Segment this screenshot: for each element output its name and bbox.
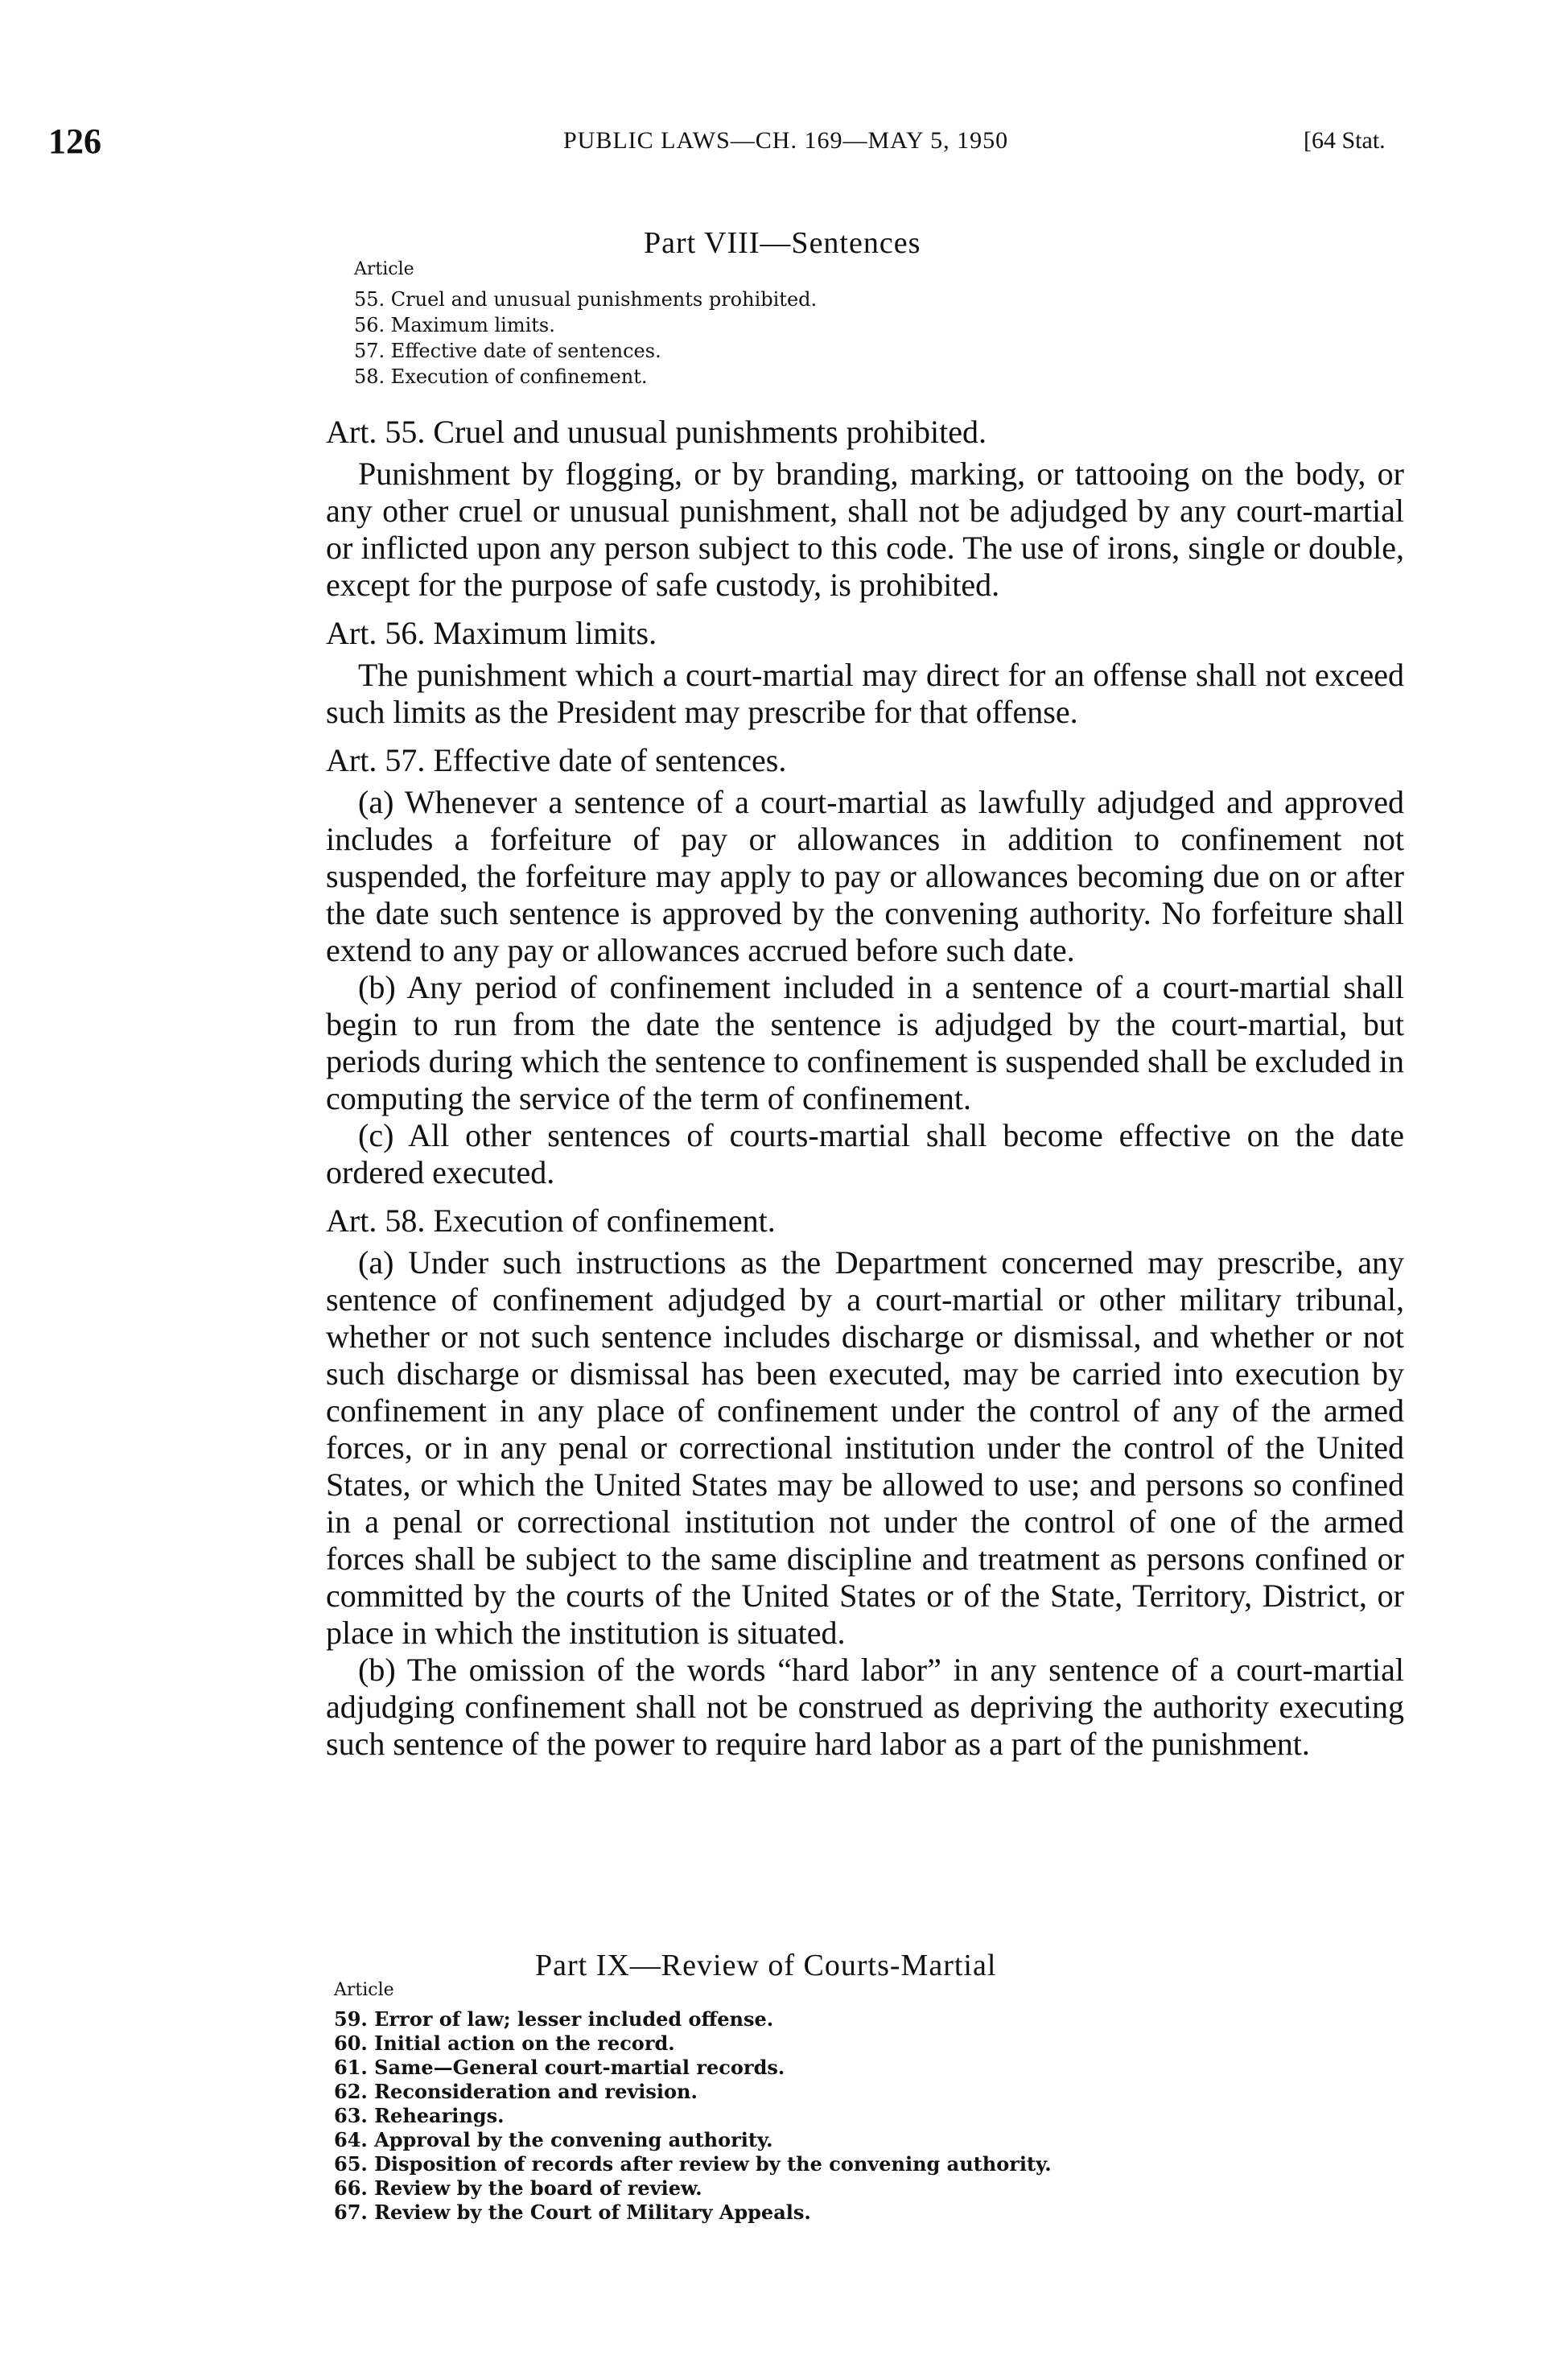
toc-item: 62. Reconsideration and revision. — [334, 2080, 698, 2103]
art-57-heading: Art. 57. Effective date of sentences. — [326, 742, 787, 778]
toc-item: 66. Review by the board of review. — [334, 2176, 702, 2200]
toc-item: 61. Same—General court-martial records. — [334, 2056, 785, 2079]
art-58-para-a: (a) Under such instructions as the Department concerned may prescribe, any sentence of confinement adjudged by a court-martial or other military tribunal, whether or not such sentence includes discharge or dismissal, and whether or not such discharge or dismissal has been executed, may be carried into execution by confinement in any place of confinement under the control of any of the armed forces, or in any penal or correctional institution under the control of the United States, or which the United States may be allowed to use; and persons so confined in a penal or correctional institution not under the control of one of the armed forces shall be subject to the same discipline and treatment as persons confined or committed by the courts of the United States or of the State, Territory, District, or place in which the institution is situated. — [326, 1244, 1404, 1651]
toc-item: 56. Maximum limits. — [354, 314, 555, 336]
art-55-heading: Art. 55. Cruel and unusual punishments prohibited. — [326, 414, 987, 450]
art-58-heading: Art. 58. Execution of confinement. — [326, 1202, 776, 1239]
toc-item: 58. Execution of confinement. — [354, 365, 648, 388]
art-57-para-c: (c) All other sentences of courts-martial shall become effective on the date ordered executed. — [326, 1117, 1404, 1190]
toc-item: 64. Approval by the convening authority. — [334, 2128, 773, 2151]
toc-item: 65. Disposition of records after review by the convening authority. — [334, 2152, 1052, 2176]
toc-item: 63. Rehearings. — [334, 2104, 505, 2127]
page-number: 126 — [48, 122, 101, 161]
art-57-para-a: (a) Whenever a sentence of a court-martial as lawfully adjudged and approved includes a forfeiture of pay or allowances in addition to confinement not suspended, the forfeiture may apply to pay or allowances becoming due on or after the date such sentence is approved by the convening authority. No forfeiture shall extend to any pay or allowances accrued before such date. — [326, 784, 1404, 968]
part-8-toc-label: Article — [354, 259, 414, 279]
part-8-toc — [354, 287, 817, 390]
part-9-toc-label: Article — [334, 1980, 394, 2000]
toc-item: 57. Effective date of sentences. — [354, 340, 661, 362]
body-text — [326, 402, 1404, 1763]
art-56-text: The punishment which a court-martial may direct for an offense shall not exceed such limits as the President may prescribe for that offense. — [326, 657, 1404, 730]
art-57-para-b: (b) Any period of confinement included in a sentence of a court-martial shall begin to run from the date the sentence is adjudged by the court-martial, but periods during which the sentence to confinement is suspended shall be excluded in computing the service of the term of confinement. — [326, 969, 1404, 1116]
part-9-toc — [334, 2007, 1052, 2225]
toc-item: 67. Review by the Court of Military Appeals. — [334, 2201, 811, 2224]
toc-item: 60. Initial action on the record. — [334, 2031, 675, 2055]
art-58-para-b: (b) The omission of the words “hard labor” in any sentence of a court-martial adjudging confinement shall not be construed as depriving the authority executing such sentence of the power to require hard labor as a part of the punishment. — [326, 1652, 1404, 1762]
statute-reference: [64 Stat. — [1304, 127, 1386, 154]
running-head: PUBLIC LAWS—CH. 169—MAY 5, 1950 — [563, 127, 1009, 154]
art-55-text: Punishment by flogging, or by branding, marking, or tattooing on the body, or any other cruel or unusual punishment, shall not be adjudged by any court-martial or inflicted upon any person subject to this code. The use of irons, single or double, except for the purpose of safe custody, is prohibited. — [326, 456, 1404, 603]
part-9-title: Part IX—Review of Courts-Martial — [535, 1949, 997, 1982]
page-header — [0, 121, 1553, 169]
part-8-title: Part VIII—Sentences — [644, 226, 921, 260]
art-56-heading: Art. 56. Maximum limits. — [326, 615, 657, 651]
toc-item: 55. Cruel and unusual punishments prohibited. — [354, 288, 818, 311]
toc-item: 59. Error of law; lesser included offense. — [334, 2007, 774, 2031]
